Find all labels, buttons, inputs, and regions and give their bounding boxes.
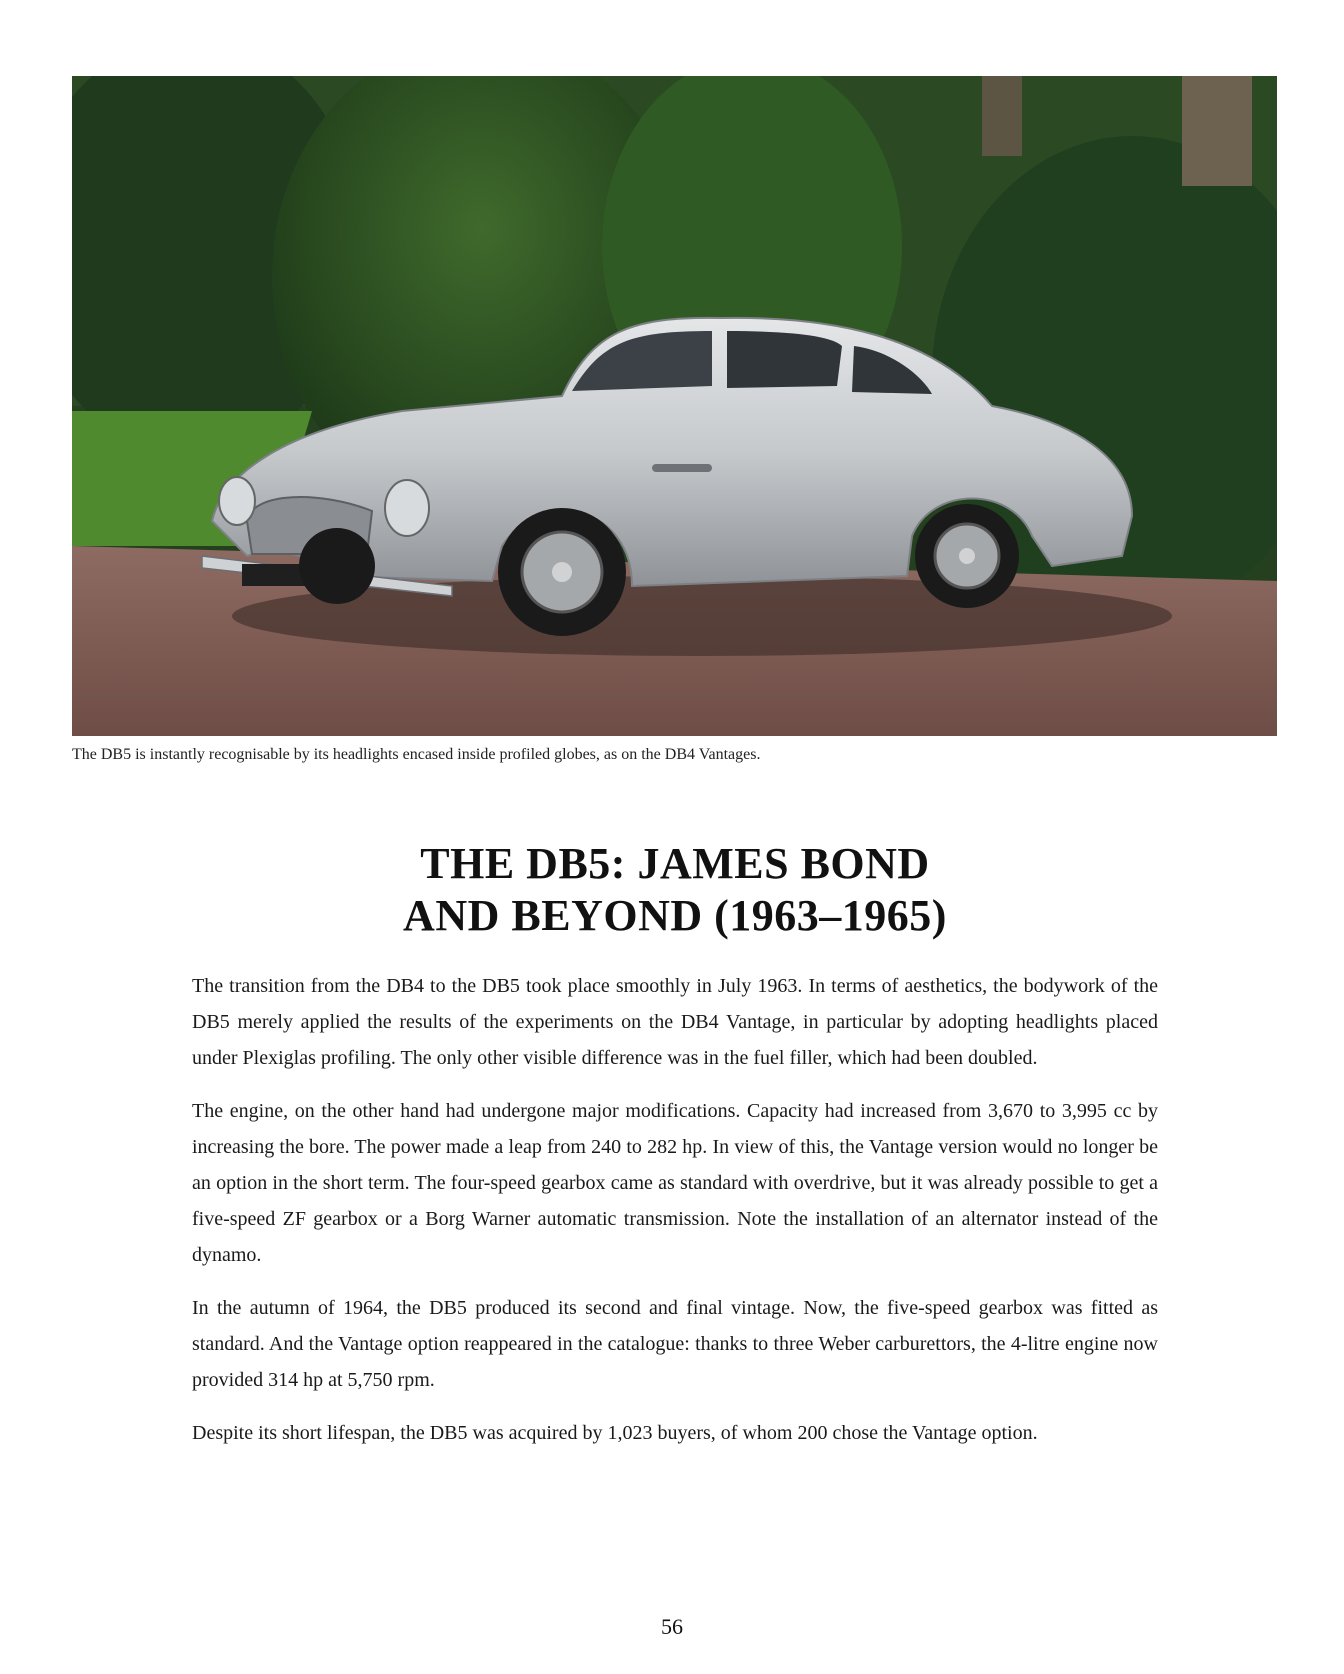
heading-line-1: THE DB5: JAMES BOND	[420, 839, 930, 888]
paragraph: The transition from the DB4 to the DB5 took place smoothly in July 1963. In terms of aesthetics, the bodywork of the DB5 merely applied the results of the experiments on the DB4 Vantage, in particular by adopting headlights placed under Plexiglas profiling. The only other visible difference was in the fuel filler, which had been doubled.	[192, 975, 1158, 1069]
photo-caption: The DB5 is instantly recognisable by its headlights encased inside profiled globes, as on the DB4 Vantages.	[72, 746, 761, 763]
body-text	[192, 968, 1158, 1468]
paragraph: In the autumn of 1964, the DB5 produced its second and final vintage. Now, the five-speed gearbox was fitted as standard. And the Vantage option reappeared in the catalogue: thanks to three Weber carburettors, the 4-litre engine now provided 314 hp at 5,750 rpm.	[192, 1297, 1158, 1391]
heading-line-2: AND BEYOND (1963–1965)	[403, 891, 947, 940]
paragraph: Despite its short lifespan, the DB5 was acquired by 1,023 buyers, of whom 200 chose the Vantage option.	[192, 1422, 1038, 1444]
page-number: 56	[661, 1614, 683, 1639]
section-heading	[180, 838, 1170, 942]
paragraph: The engine, on the other hand had undergone major modifications. Capacity had increased from 3,670 to 3,995 cc by increasing the bore. The power made a leap from 240 to 282 hp. In view of this, the Vantage version would no longer be an option in the short term. The four-speed gearbox came as standard with overdrive, but it was already possible to get a five-speed ZF gearbox or a Borg Warner automatic transmission. Note the installation of an alternator instead of the dynamo.	[192, 1100, 1158, 1266]
car-photo	[72, 76, 1277, 736]
